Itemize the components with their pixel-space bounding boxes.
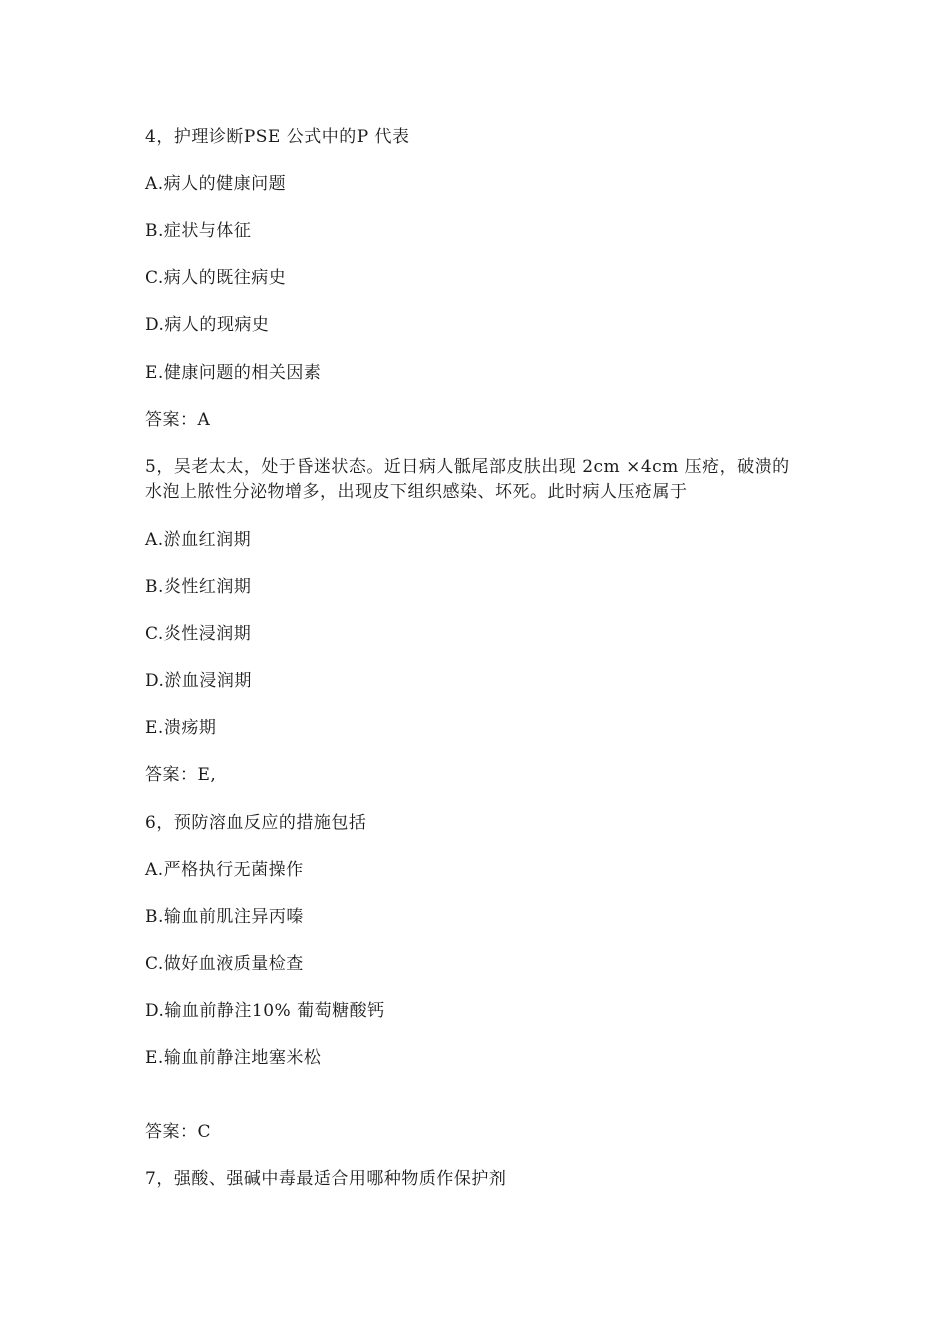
question-4-option-c: C.病人的既往病史 (145, 268, 287, 288)
question-6-stem: 6，预防溶血反应的措施包括 (145, 813, 367, 833)
question-5-option-a: A.淤血红润期 (145, 530, 252, 550)
question-5-option-e: E.溃疡期 (145, 718, 217, 738)
question-5-option-c: C.炎性浸润期 (145, 624, 252, 644)
question-5-stem-line-2: 水泡上脓性分泌物增多，出现皮下组织感染、坏死。此时病人压疮属于 (145, 482, 688, 502)
question-7-stem: 7，强酸、强碱中毒最适合用哪种物质作保护剂 (145, 1169, 507, 1189)
question-4-option-a: A.病人的健康问题 (145, 174, 287, 194)
question-6-option-d: D.输血前静注10% 葡萄糖酸钙 (145, 1001, 385, 1021)
question-4-option-d: D.病人的现病史 (145, 315, 270, 335)
question-4-option-e: E.健康问题的相关因素 (145, 363, 322, 383)
question-4-answer: 答案：A (145, 410, 211, 430)
question-5-stem-line-1: 5，吴老太太，处于昏迷状态。近日病人骶尾部皮肤出现 2cm ×4cm 压疮，破溃的 (145, 457, 790, 477)
question-5-option-d: D.淤血浸润期 (145, 671, 252, 691)
question-6-answer: 答案：C (145, 1122, 212, 1142)
question-4-option-b: B.症状与体征 (145, 221, 252, 241)
question-5-answer: 答案：E, (145, 765, 217, 785)
question-4-stem: 4，护理诊断PSE 公式中的P 代表 (145, 127, 410, 147)
question-6-option-a: A.严格执行无菌操作 (145, 860, 304, 880)
question-6-option-e: E.输血前静注地塞米松 (145, 1048, 322, 1068)
question-6-option-c: C.做好血液质量检查 (145, 954, 304, 974)
question-6-option-b: B.输血前肌注异丙嗪 (145, 907, 304, 927)
question-5-option-b: B.炎性红润期 (145, 577, 252, 597)
